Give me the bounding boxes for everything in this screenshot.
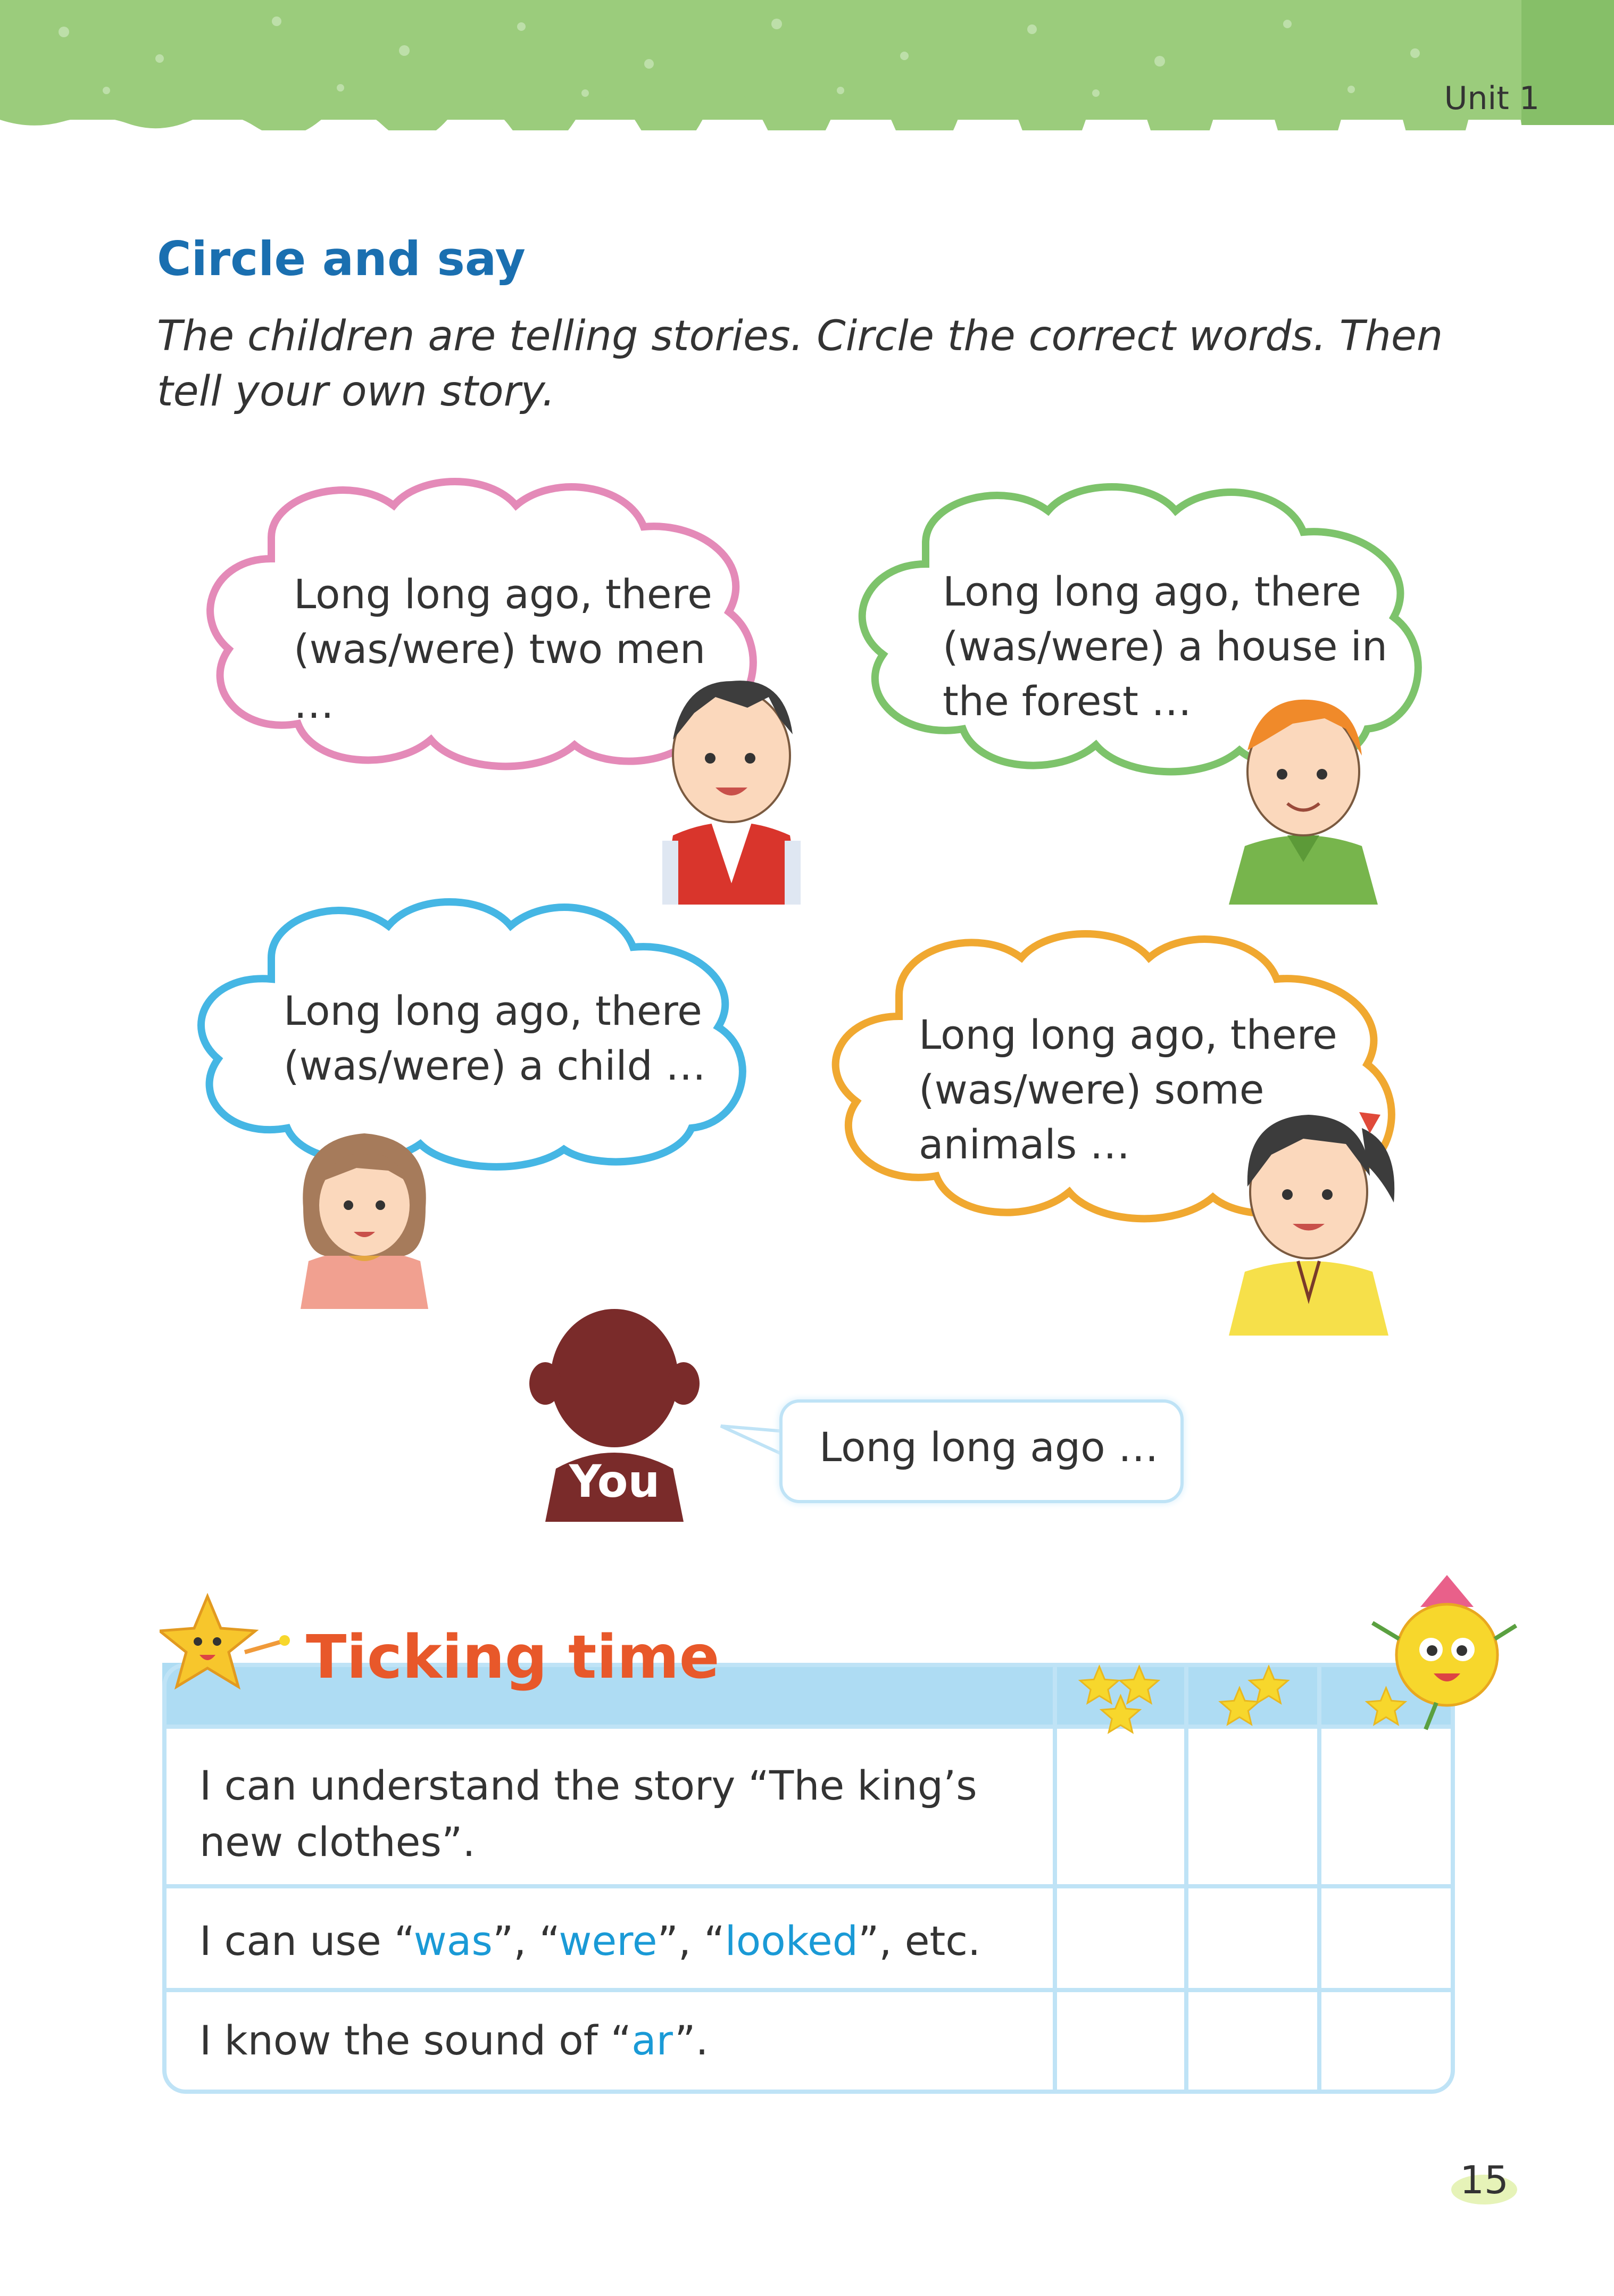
tick-box-row3-col2[interactable] [1188, 1993, 1317, 2091]
you-speech-text: Long long ago … [819, 1423, 1159, 1471]
mascot-character-icon [1362, 1575, 1521, 1735]
ticking-time-title: Ticking time [306, 1623, 720, 1692]
section-title: Circle and say [157, 231, 526, 286]
tick-box-row3-col1[interactable] [1057, 1993, 1185, 2091]
girl-ponytail-illustration [1224, 1085, 1404, 1336]
boy-red-vest-illustration [652, 660, 811, 905]
row-text-part: I know the sound of “ [199, 2017, 632, 2064]
bubble-line: animals … [919, 1121, 1130, 1168]
tick-box-row1-col3[interactable] [1321, 1729, 1454, 1886]
row-line: new clothes”. [199, 1818, 476, 1866]
keyword-looked: looked [725, 1917, 859, 1965]
bubble-blue-text [284, 983, 706, 1093]
tick-box-row2-col1[interactable] [1057, 1889, 1185, 1990]
bubble-line: Long long ago, there [919, 1011, 1337, 1058]
page-number: 15 [1460, 2158, 1509, 2202]
row-text-part: ”, “ [657, 1917, 725, 1965]
tick-row-3 [199, 2012, 1051, 2069]
tick-row-1 [199, 1758, 1024, 1870]
header-band [0, 0, 1614, 130]
bubble-line: Long long ago, there [943, 568, 1361, 615]
bubble-pink-text [294, 567, 712, 731]
row-text-part: ”, “ [492, 1917, 559, 1965]
instructions: The children are telling stories. Circle the correct words. Then tell your own story. [157, 312, 1443, 416]
row-text-part: I can use “ [199, 1917, 414, 1965]
speech-tail [716, 1410, 790, 1463]
tick-box-row2-col3[interactable] [1321, 1889, 1454, 1990]
bubble-line: (was/were) two men [294, 625, 706, 673]
tick-row-2 [199, 1913, 1051, 1969]
bubble-line: the forest … [943, 677, 1192, 725]
row-text-part: ”. [675, 2017, 709, 2064]
row-line: I can understand the story “The king’s [199, 1762, 977, 1809]
bubble-line: (was/were) a child … [284, 1042, 706, 1089]
keyword-was: was [413, 1917, 493, 1965]
star-mascot-icon [160, 1591, 293, 1697]
bubble-line: (was/were) some [919, 1066, 1264, 1113]
tick-box-row1-col1[interactable] [1057, 1729, 1185, 1886]
bubble-line: Long long ago, there [294, 570, 712, 618]
tick-box-row2-col2[interactable] [1188, 1889, 1317, 1990]
unit-label: Unit 1 [1444, 80, 1540, 117]
bubble-line: (was/were) a house in [943, 623, 1387, 670]
keyword-were: were [559, 1917, 658, 1965]
tick-box-row3-col3[interactable] [1321, 1993, 1454, 2091]
boy-orange-hair-illustration [1224, 681, 1383, 905]
bubble-line: … [294, 680, 334, 727]
girl-brown-hair-illustration [293, 1117, 436, 1309]
row-text-part: ”, etc. [858, 1917, 981, 1965]
keyword-ar: ar [631, 2017, 675, 2064]
you-label: You [569, 1455, 660, 1507]
tick-box-row1-col2[interactable] [1188, 1729, 1317, 1886]
bubble-line: Long long ago, there [284, 987, 702, 1034]
